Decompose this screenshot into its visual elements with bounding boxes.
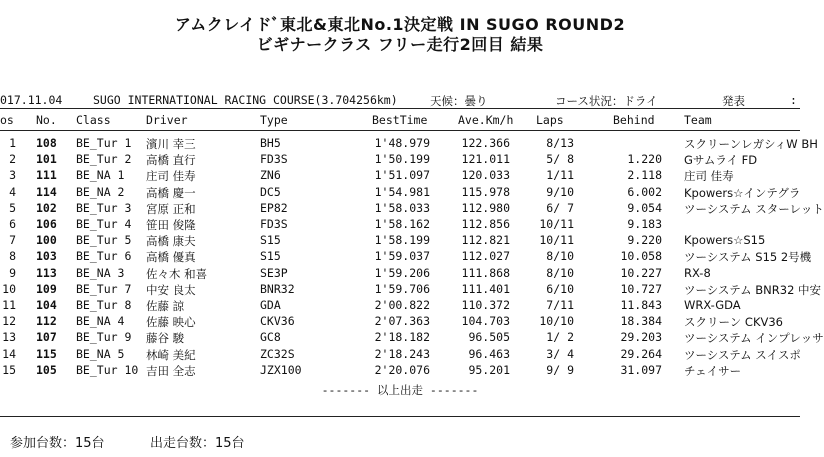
cell-pos: 1 [9, 136, 16, 150]
cell-laps: 5/ 8 [546, 152, 574, 167]
cell-besttime: 2'07.363 [374, 314, 430, 329]
cell-class: BE_Tur 9 [76, 330, 132, 345]
cell-type: EP82 [260, 200, 288, 215]
cell-type: ZN6 [260, 168, 281, 183]
cell-car-no: 102 [36, 200, 57, 215]
cell-driver: 笹田 俊隆 [146, 218, 196, 232]
cell-car-no: 112 [36, 314, 57, 329]
event-date: 017.11.04 [0, 93, 63, 107]
cell-pos: 4 [9, 184, 16, 199]
cell-car-no: 108 [36, 136, 57, 150]
cell-behind: 9.054 [627, 200, 662, 215]
cell-besttime: 1'48.979 [374, 136, 430, 150]
cell-laps: 9/ 9 [546, 362, 574, 377]
cell-team: ツーシステム スターレット [684, 201, 824, 216]
cell-besttime: 1'58.033 [374, 200, 430, 215]
results-subtitle: ビギナークラス フリー走行2回目 結果 [256, 35, 544, 54]
cell-type: SE3P [260, 265, 288, 280]
cell-laps: 8/10 [546, 265, 574, 280]
cell-besttime: 1'59.037 [374, 249, 430, 264]
cell-avespeed: 96.505 [468, 330, 510, 345]
cell-laps: 9/10 [546, 184, 574, 199]
cell-class: BE_Tur 10 [76, 362, 139, 377]
header-bottom-rule [0, 130, 800, 131]
cell-class: BE_NA 5 [76, 346, 125, 361]
entry-count: 参加台数：15台 [10, 436, 105, 451]
cell-class: BE_Tur 2 [76, 152, 132, 167]
cell-team: WRX-GDA [684, 298, 741, 312]
cell-driver: 佐藤 諒 [146, 299, 185, 313]
cell-car-no: 107 [36, 330, 57, 345]
cell-besttime: 2'18.182 [374, 330, 430, 345]
cell-besttime: 1'59.706 [374, 281, 430, 296]
cell-behind: 29.264 [620, 346, 662, 361]
cell-driver: 庄司 佳寿 [146, 169, 196, 184]
cell-avespeed: 122.366 [461, 136, 510, 150]
cell-type: GC8 [260, 330, 281, 345]
cell-pos: 5 [9, 200, 16, 215]
cell-class: BE_NA 3 [76, 265, 125, 280]
cell-avespeed: 120.033 [461, 168, 510, 183]
results-title: アムクレイドﾞ東北&東北No.1決定戦 IN SUGO ROUND2 [174, 15, 626, 34]
cell-driver: 佐藤 映心 [146, 315, 196, 330]
cell-type: DC5 [260, 184, 281, 199]
cell-laps: 10/11 [539, 217, 574, 231]
col-header-team: Team [684, 113, 712, 127]
table-row [0, 330, 824, 346]
cell-avespeed: 95.201 [468, 362, 510, 377]
announcement-colon: : [790, 93, 797, 107]
cell-behind: 1.220 [627, 152, 662, 167]
cell-laps: 1/11 [546, 168, 574, 183]
cell-driver: 林崎 美紀 [146, 347, 196, 362]
cell-team: 庄司 佳寿 [684, 169, 734, 184]
cell-besttime: 1'58.199 [374, 233, 430, 248]
cell-driver: 藤谷 駿 [146, 331, 185, 346]
cell-driver: 高橋 康夫 [146, 234, 196, 249]
cell-type: ZC32S [260, 346, 295, 361]
cell-avespeed: 110.372 [461, 298, 510, 312]
cell-pos: 2 [9, 152, 16, 167]
table-row [0, 249, 812, 265]
cell-team: ツーシステム スイスポ [684, 347, 801, 362]
cell-avespeed: 112.821 [461, 233, 510, 248]
cell-driver: 濱川 幸三 [146, 137, 196, 151]
cell-type: FD3S [260, 217, 288, 231]
table-row [0, 200, 824, 217]
starter-count: 出走台数：15台 [150, 436, 245, 451]
col-header-laps: Laps [536, 113, 564, 127]
cell-behind: 9.220 [627, 233, 662, 248]
cell-pos: 3 [9, 168, 16, 183]
cell-avespeed: 115.978 [461, 184, 510, 199]
cell-class: BE_NA 4 [76, 314, 125, 329]
cell-type: JZX100 [260, 362, 302, 377]
cell-pos: 12 [2, 314, 16, 329]
cell-laps: 3/ 4 [546, 346, 574, 361]
cell-avespeed: 112.027 [461, 249, 510, 264]
cell-pos: 6 [9, 217, 16, 231]
cell-type: FD3S [260, 152, 288, 167]
cell-avespeed: 111.868 [461, 265, 510, 280]
course-name: SUGO INTERNATIONAL RACING COURSE(3.704256km) [93, 93, 398, 107]
cell-driver: 吉田 全志 [146, 363, 196, 378]
cell-pos: 8 [9, 249, 16, 264]
cell-car-no: 104 [36, 298, 57, 312]
cell-laps: 6/ 7 [546, 200, 574, 215]
cell-besttime: 1'50.199 [374, 152, 430, 167]
cell-class: BE_Tur 4 [76, 217, 132, 231]
cell-pos: 7 [9, 233, 16, 248]
cell-pos: 11 [2, 298, 16, 312]
cell-behind: 18.384 [620, 314, 662, 329]
table-row [0, 168, 800, 184]
col-header-avespeed: Ave.Km/h [458, 113, 514, 127]
cell-behind: 6.002 [627, 184, 662, 199]
cell-team: Kpowers☆S15 [684, 233, 766, 248]
cell-behind: 9.183 [627, 217, 662, 231]
cell-car-no: 113 [36, 265, 57, 280]
table-row [0, 185, 800, 201]
cell-car-no: 105 [36, 362, 57, 377]
cell-besttime: 2'20.076 [374, 362, 430, 377]
cell-car-no: 115 [36, 346, 57, 361]
cell-pos: 13 [2, 330, 16, 345]
cell-avespeed: 112.856 [461, 217, 510, 231]
table-row [0, 233, 800, 249]
cell-team: Kpowers☆インテグラ [684, 185, 801, 200]
cell-besttime: 2'00.822 [374, 298, 430, 312]
col-header-driver: Driver [146, 113, 188, 127]
cell-driver: 高橋 慶一 [146, 185, 196, 200]
cell-laps: 6/10 [546, 281, 574, 296]
cell-avespeed: 121.011 [461, 152, 510, 167]
cell-behind: 10.058 [620, 249, 662, 264]
table-row [0, 152, 800, 168]
table-row [0, 217, 800, 233]
cell-team: チェイサー [684, 363, 742, 378]
cell-driver: 宮原 正和 [146, 201, 196, 216]
cell-car-no: 109 [36, 281, 57, 296]
cell-behind: 2.118 [627, 168, 662, 183]
table-row [0, 347, 800, 363]
table-row [0, 298, 800, 314]
cell-class: BE_Tur 1 [76, 136, 132, 150]
cell-pos: 9 [9, 265, 16, 280]
cell-avespeed: 104.703 [461, 314, 510, 329]
cell-laps: 8/10 [546, 249, 574, 264]
cell-driver: 中安 良太 [146, 282, 196, 297]
cell-car-no: 103 [36, 249, 57, 264]
cell-type: GDA [260, 298, 281, 312]
cell-type: BNR32 [260, 281, 295, 296]
cell-car-no: 111 [36, 168, 57, 183]
end-of-entries-note: ------- 以上出走 ------- [321, 383, 479, 397]
cell-laps: 8/13 [546, 136, 574, 150]
col-header-type: Type [260, 113, 288, 127]
cell-team: スクリーン CKV36 [684, 315, 783, 330]
weather-status: 天候：曇り [430, 94, 488, 108]
cell-besttime: 1'59.206 [374, 265, 430, 280]
cell-class: BE_NA 1 [76, 168, 125, 183]
cell-laps: 10/10 [539, 314, 574, 329]
table-row [0, 314, 800, 330]
cell-behind: 10.727 [620, 281, 662, 296]
cell-behind: 11.843 [620, 298, 662, 312]
cell-class: BE_Tur 8 [76, 298, 132, 312]
cell-laps: 1/ 2 [546, 330, 574, 345]
cell-behind: 31.097 [620, 362, 662, 377]
table-row [0, 363, 800, 379]
col-header-besttime: BestTime [372, 113, 428, 127]
cell-driver: 高橋 直行 [146, 153, 196, 168]
col-header-no: No. [36, 113, 57, 127]
cell-besttime: 1'54.981 [374, 184, 430, 199]
cell-type: CKV36 [260, 314, 295, 329]
cell-behind: 29.203 [620, 330, 662, 345]
cell-class: BE_Tur 5 [76, 233, 132, 248]
announcement-label: 発表 [722, 94, 745, 108]
cell-team: ツーシステム S15 2号機 [684, 250, 812, 265]
col-header-behind: Behind [613, 113, 655, 127]
cell-class: BE_Tur 7 [76, 281, 132, 296]
table-row [0, 136, 818, 152]
track-condition: コース状況：ドライ [555, 94, 658, 108]
cell-driver: 佐々木 和喜 [146, 266, 208, 281]
cell-avespeed: 111.401 [461, 281, 510, 296]
cell-car-no: 106 [36, 217, 57, 231]
cell-type: BH5 [260, 136, 281, 150]
col-header-pos: os [0, 113, 14, 127]
cell-team: Gサムライ FD [684, 153, 758, 168]
cell-team: ツーシステム インプレッサ [684, 331, 824, 346]
cell-besttime: 2'18.243 [374, 346, 430, 361]
cell-pos: 10 [2, 281, 16, 296]
cell-type: S15 [260, 233, 281, 248]
footer-rule [0, 416, 800, 417]
cell-besttime: 1'58.162 [374, 217, 430, 231]
cell-team: RX-8 [684, 265, 711, 280]
cell-class: BE_Tur 6 [76, 249, 132, 264]
cell-besttime: 1'51.097 [374, 168, 430, 183]
cell-behind: 10.227 [620, 265, 662, 280]
header-top-rule [0, 108, 800, 109]
cell-type: S15 [260, 249, 281, 264]
cell-pos: 15 [2, 362, 16, 377]
cell-avespeed: 96.463 [468, 346, 510, 361]
cell-class: BE_Tur 3 [76, 200, 132, 215]
cell-laps: 7/11 [546, 298, 574, 312]
table-row [0, 281, 822, 298]
table-row [0, 266, 800, 282]
cell-driver: 高橋 優真 [146, 250, 196, 265]
cell-laps: 10/11 [539, 233, 574, 248]
cell-pos: 14 [2, 346, 16, 361]
cell-avespeed: 112.980 [461, 200, 510, 215]
cell-team: ツーシステム BNR32 中安 [684, 282, 822, 297]
cell-car-no: 101 [36, 152, 57, 167]
cell-car-no: 114 [36, 184, 57, 199]
col-header-class: Class [76, 113, 111, 127]
cell-team: スクリーンレガシィW BH [684, 137, 818, 151]
cell-car-no: 100 [36, 233, 57, 248]
cell-class: BE_NA 2 [76, 184, 125, 199]
